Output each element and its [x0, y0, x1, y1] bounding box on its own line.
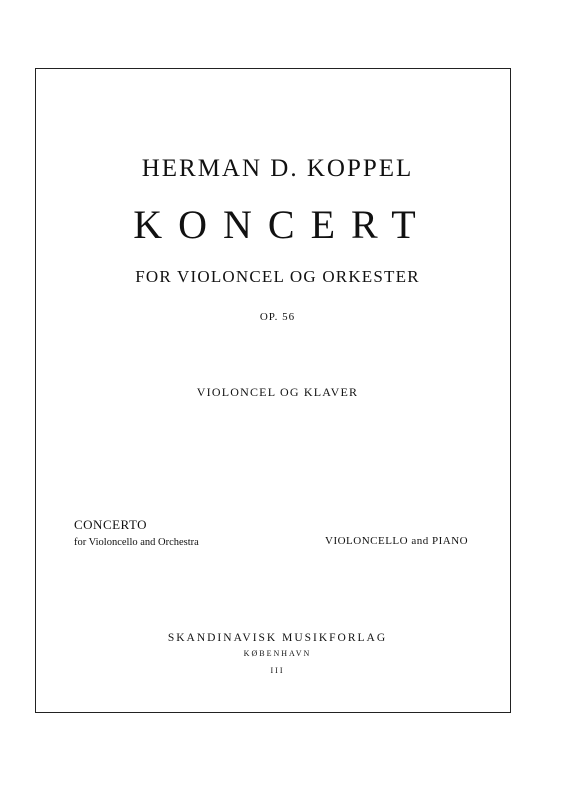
opus-number: OP. 56: [259, 311, 296, 323]
publisher-name: SKANDINAVISK MUSIKFORLAG: [167, 632, 388, 644]
composer-name: HERMAN D. KOPPEL: [141, 155, 414, 182]
edition-label: VIOLONCEL OG KLAVER: [196, 385, 359, 399]
publisher-number: III: [270, 666, 285, 675]
english-title: CONCERTO: [74, 517, 148, 532]
english-edition-label: VIOLONCELLO and PIANO: [325, 535, 469, 547]
english-subtitle: for Violoncello and Orchestra: [74, 537, 199, 548]
work-subtitle: FOR VIOLONCEL OG ORKESTER: [135, 267, 420, 286]
publisher-city: KØBENHAVN: [243, 649, 312, 658]
work-title: KONCERT: [133, 202, 432, 247]
